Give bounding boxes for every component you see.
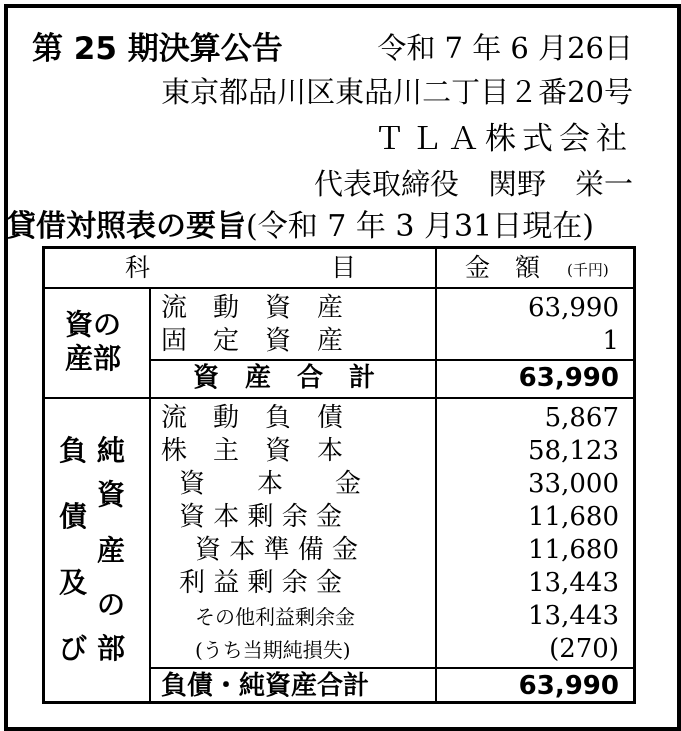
row-shareholders-equity-label: 株 主 資 本	[161, 436, 344, 466]
balance-sheet-table	[42, 246, 636, 704]
liab-label-right-1: 純	[97, 434, 126, 467]
row-other-retained-earnings-label: その他利益剰余金	[195, 605, 355, 629]
liab-total-value: 63,990	[518, 671, 619, 701]
sheet-period: (令和 7 年 3 月31日現在)	[246, 209, 594, 244]
company-name: ＴＬＡ株式会社	[374, 121, 633, 157]
liab-total-label: 負債・純資産合計	[161, 671, 370, 701]
sheet-title-text: 貸借対照表の要旨	[6, 209, 246, 244]
assets-total-label: 資 産 合 計	[193, 363, 376, 393]
header-unit: (千円)	[567, 261, 609, 279]
row-capital-surplus-value: 11,680	[528, 502, 619, 532]
row-fixed-assets-label: 固 定 資 産	[161, 326, 344, 356]
row-net-loss-label: (うち当期純損失)	[195, 638, 351, 662]
row-retained-earnings-label: 利 益 剰 余 金	[179, 568, 343, 598]
row-capital-surplus-label: 資 本 剰 余 金	[179, 502, 343, 532]
row-fixed-assets-value: 1	[602, 326, 619, 356]
company-address: 東京都品川区東品川二丁目２番20号	[161, 75, 633, 109]
liab-label-right-2: 資	[97, 478, 126, 511]
row-current-assets-value: 63,990	[528, 293, 619, 323]
liab-label-left-1: 負	[59, 434, 88, 467]
notice-title: 第 25 期決算公告	[32, 31, 283, 67]
table-header	[45, 249, 633, 289]
liab-label-left-4: び	[59, 632, 88, 665]
section-divider	[149, 287, 151, 701]
amount-divider	[435, 249, 437, 701]
header-subject-1: 科	[125, 253, 151, 282]
balance-sheet-title	[6, 209, 594, 244]
row-net-loss-value: (270)	[549, 634, 619, 664]
liab-label-left-3: 及	[59, 566, 88, 599]
row-shareholders-equity-value: 58,123	[528, 436, 619, 466]
section-rule	[45, 397, 633, 399]
row-capital-reserve-label: 資 本 準 備 金	[195, 535, 359, 565]
notice-date: 令和 7 年 6 月26日	[377, 31, 633, 65]
header-amount: 金 額	[465, 253, 541, 282]
row-current-liabilities-label: 流 動 負 債	[161, 403, 344, 433]
assets-total-value: 63,990	[518, 363, 619, 393]
row-current-assets-label: 流 動 資 産	[161, 293, 344, 323]
row-capital-value: 33,000	[528, 469, 619, 499]
liab-label-right-3: 産	[97, 534, 126, 567]
assets-section-label-2: 産部	[65, 342, 122, 375]
liab-total-rule	[151, 667, 633, 669]
row-capital-label: 資 本 金	[179, 469, 362, 499]
row-capital-reserve-value: 11,680	[528, 535, 619, 565]
liab-label-right-4: の	[97, 588, 126, 621]
assets-section-label-1: 資の	[65, 308, 122, 341]
liab-label-right-5: 部	[97, 632, 126, 665]
representative: 代表取締役 関野 栄一	[313, 167, 633, 201]
row-current-liabilities-value: 5,867	[544, 403, 619, 433]
header-subject-2: 目	[331, 253, 357, 282]
row-retained-earnings-value: 13,443	[528, 568, 619, 598]
row-other-retained-earnings-value: 13,443	[528, 601, 619, 631]
liab-label-left-2: 債	[59, 500, 88, 533]
assets-total-rule	[151, 359, 633, 361]
